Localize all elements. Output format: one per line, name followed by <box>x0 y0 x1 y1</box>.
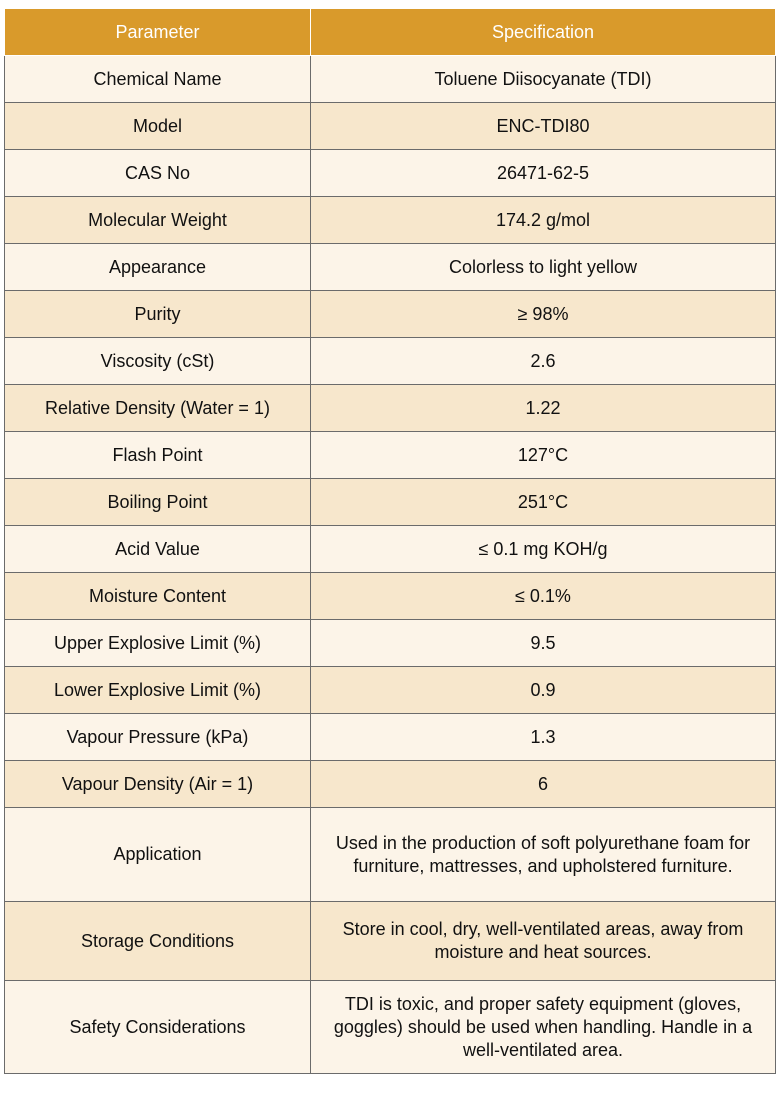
specification-cell: Used in the production of soft polyurethane foam for furniture, mattresses, and upholstered furniture. <box>311 808 776 902</box>
specification-cell: Colorless to light yellow <box>311 244 776 291</box>
table-row <box>5 573 776 620</box>
table-row <box>5 432 776 479</box>
specification-cell: ≤ 0.1% <box>311 573 776 620</box>
table-row <box>5 808 776 902</box>
specification-cell: 174.2 g/mol <box>311 197 776 244</box>
parameter-cell: Application <box>5 808 311 902</box>
table-row <box>5 103 776 150</box>
parameter-cell: CAS No <box>5 150 311 197</box>
specification-cell: 127°C <box>311 432 776 479</box>
parameter-cell: Appearance <box>5 244 311 291</box>
parameter-cell: Purity <box>5 291 311 338</box>
table-row <box>5 244 776 291</box>
specification-cell: Toluene Diisocyanate (TDI) <box>311 56 776 103</box>
header-parameter: Parameter <box>5 9 311 56</box>
table-row <box>5 150 776 197</box>
parameter-cell: Vapour Pressure (kPa) <box>5 714 311 761</box>
specification-cell: 1.3 <box>311 714 776 761</box>
specification-cell: Store in cool, dry, well-ventilated areas, away from moisture and heat sources. <box>311 902 776 981</box>
spec-table <box>4 8 776 1074</box>
parameter-cell: Chemical Name <box>5 56 311 103</box>
table-row <box>5 902 776 981</box>
parameter-cell: Upper Explosive Limit (%) <box>5 620 311 667</box>
specification-cell: ≥ 98% <box>311 291 776 338</box>
parameter-cell: Storage Conditions <box>5 902 311 981</box>
specification-cell: 2.6 <box>311 338 776 385</box>
parameter-cell: Molecular Weight <box>5 197 311 244</box>
header-specification: Specification <box>311 9 776 56</box>
table-row <box>5 479 776 526</box>
parameter-cell: Lower Explosive Limit (%) <box>5 667 311 714</box>
parameter-cell: Relative Density (Water = 1) <box>5 385 311 432</box>
parameter-cell: Flash Point <box>5 432 311 479</box>
parameter-cell: Moisture Content <box>5 573 311 620</box>
table-row <box>5 197 776 244</box>
table-row <box>5 385 776 432</box>
parameter-cell: Viscosity (cSt) <box>5 338 311 385</box>
parameter-cell: Model <box>5 103 311 150</box>
parameter-cell: Vapour Density (Air = 1) <box>5 761 311 808</box>
specification-cell: 0.9 <box>311 667 776 714</box>
table-row <box>5 981 776 1074</box>
parameter-cell: Boiling Point <box>5 479 311 526</box>
table-row <box>5 714 776 761</box>
specification-cell: 26471-62-5 <box>311 150 776 197</box>
table-row <box>5 338 776 385</box>
specification-cell: 1.22 <box>311 385 776 432</box>
specification-cell: 251°C <box>311 479 776 526</box>
table-row <box>5 667 776 714</box>
table-row <box>5 620 776 667</box>
specification-cell: TDI is toxic, and proper safety equipment (gloves, goggles) should be used when handling. Handle in a well-ventilated area. <box>311 981 776 1074</box>
table-row <box>5 526 776 573</box>
specification-cell: 9.5 <box>311 620 776 667</box>
parameter-cell: Safety Considerations <box>5 981 311 1074</box>
specification-cell: ENC-TDI80 <box>311 103 776 150</box>
specification-cell: ≤ 0.1 mg KOH/g <box>311 526 776 573</box>
table-row <box>5 56 776 103</box>
table-header-row <box>5 9 776 56</box>
table-row <box>5 291 776 338</box>
table-row <box>5 761 776 808</box>
parameter-cell: Acid Value <box>5 526 311 573</box>
specification-cell: 6 <box>311 761 776 808</box>
